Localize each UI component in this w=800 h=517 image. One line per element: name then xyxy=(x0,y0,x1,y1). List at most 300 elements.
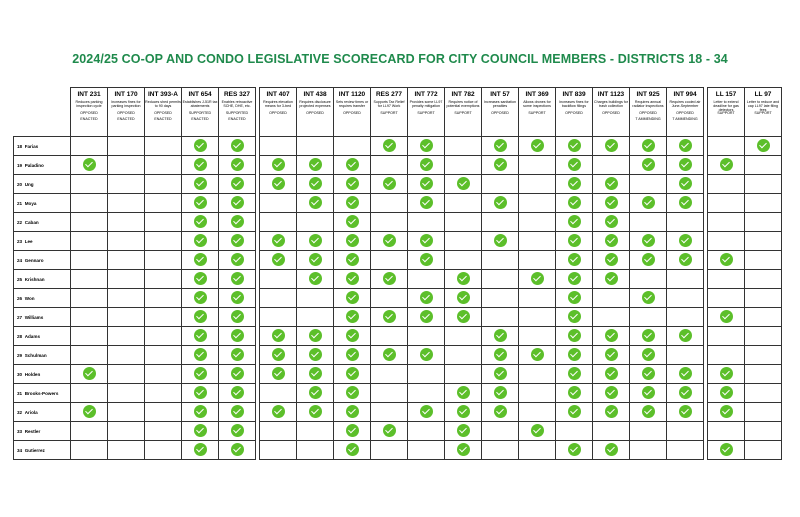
check-icon xyxy=(568,386,581,399)
vote-cell xyxy=(708,327,745,346)
bill-name: INT 772 xyxy=(414,91,438,98)
bill-name: INT 57 xyxy=(490,91,510,98)
check-icon xyxy=(231,272,244,285)
district-number: 25 xyxy=(17,276,23,282)
vote-cell xyxy=(630,365,667,384)
district-number: 27 xyxy=(17,314,23,320)
vote-cell xyxy=(71,384,108,403)
vote-cell xyxy=(371,327,408,346)
member-cell xyxy=(14,308,71,327)
vote-cell xyxy=(145,346,182,365)
vote-cell xyxy=(145,175,182,194)
vote-cell xyxy=(745,308,782,327)
check-icon xyxy=(231,424,244,437)
vote-cell xyxy=(108,251,145,270)
vote-cell xyxy=(556,441,593,460)
vote-cell xyxy=(297,403,334,422)
vote-cell xyxy=(745,156,782,175)
corner-cell xyxy=(14,88,71,137)
table-row xyxy=(14,156,782,175)
vote-cell xyxy=(371,384,408,403)
vote-cell xyxy=(71,327,108,346)
bill-column-header xyxy=(260,88,297,137)
check-icon xyxy=(494,367,507,380)
check-icon xyxy=(568,253,581,266)
bill-position: OPPOSED xyxy=(676,111,694,115)
check-icon xyxy=(568,367,581,380)
bill-column-header xyxy=(745,88,782,137)
bill-name: INT 170 xyxy=(114,91,138,98)
check-icon xyxy=(642,139,655,152)
vote-cell xyxy=(708,251,745,270)
check-icon xyxy=(642,234,655,247)
bill-column-header xyxy=(445,88,482,137)
member-name: Won xyxy=(24,295,35,301)
vote-cell xyxy=(182,422,219,441)
vote-cell xyxy=(145,213,182,232)
member-name: Gutierrez xyxy=(24,447,45,453)
vote-cell xyxy=(482,156,519,175)
check-icon xyxy=(309,348,322,361)
vote-cell xyxy=(182,251,219,270)
member-cell xyxy=(14,232,71,251)
check-icon xyxy=(231,405,244,418)
bill-name: INT 369 xyxy=(525,91,549,98)
vote-cell xyxy=(445,384,482,403)
check-icon xyxy=(346,253,359,266)
bill-column-header xyxy=(708,88,745,137)
vote-cell xyxy=(708,156,745,175)
check-icon xyxy=(494,386,507,399)
check-icon xyxy=(568,196,581,209)
vote-cell xyxy=(667,289,704,308)
table-row xyxy=(14,175,782,194)
vote-cell xyxy=(371,403,408,422)
member-name: Schulman xyxy=(24,352,47,358)
district-number: 20 xyxy=(17,181,23,187)
check-icon xyxy=(420,291,433,304)
vote-cell xyxy=(219,213,256,232)
member-name: Adams xyxy=(24,333,41,339)
check-icon xyxy=(457,272,470,285)
vote-cell xyxy=(593,422,630,441)
district-number: 29 xyxy=(17,352,23,358)
vote-cell xyxy=(145,289,182,308)
vote-cell xyxy=(297,175,334,194)
check-icon xyxy=(309,253,322,266)
vote-cell xyxy=(593,251,630,270)
check-icon xyxy=(194,329,207,342)
check-icon xyxy=(494,329,507,342)
bill-name: INT 839 xyxy=(562,91,586,98)
vote-cell xyxy=(708,289,745,308)
vote-cell xyxy=(334,441,371,460)
vote-cell xyxy=(408,289,445,308)
check-icon xyxy=(605,386,618,399)
vote-cell xyxy=(745,213,782,232)
vote-cell xyxy=(334,308,371,327)
bill-column-header xyxy=(71,88,108,137)
vote-cell xyxy=(667,327,704,346)
check-icon xyxy=(231,234,244,247)
vote-cell xyxy=(482,441,519,460)
vote-cell xyxy=(519,308,556,327)
table-row xyxy=(14,270,782,289)
bill-status: ENACTED xyxy=(80,117,98,121)
check-icon xyxy=(309,386,322,399)
member-cell xyxy=(14,137,71,156)
member-name: Brooks-Powers xyxy=(24,390,59,396)
check-icon xyxy=(383,234,396,247)
vote-cell xyxy=(445,194,482,213)
vote-cell xyxy=(297,441,334,460)
bill-description: Allows drones for some inspections xyxy=(523,100,551,109)
check-icon xyxy=(420,234,433,247)
bill-status: ENACTED xyxy=(154,117,172,121)
vote-cell xyxy=(708,403,745,422)
check-icon xyxy=(494,348,507,361)
bill-position: OPPOSED xyxy=(154,111,172,115)
check-icon xyxy=(720,405,733,418)
vote-cell xyxy=(334,327,371,346)
bill-position: SUPPORTED xyxy=(188,111,212,115)
check-icon xyxy=(720,386,733,399)
vote-cell xyxy=(71,289,108,308)
bill-description: Enables retroactive SCHE, DHE, etc. xyxy=(221,100,253,109)
check-icon xyxy=(568,329,581,342)
vote-cell xyxy=(71,403,108,422)
check-icon xyxy=(309,234,322,247)
vote-cell xyxy=(482,194,519,213)
vote-cell xyxy=(408,422,445,441)
vote-cell xyxy=(593,346,630,365)
vote-cell xyxy=(519,194,556,213)
table-row xyxy=(14,403,782,422)
check-icon xyxy=(679,386,692,399)
check-icon xyxy=(83,367,96,380)
member-cell xyxy=(14,289,71,308)
vote-cell xyxy=(219,403,256,422)
vote-cell xyxy=(630,384,667,403)
check-icon xyxy=(346,291,359,304)
check-icon xyxy=(309,329,322,342)
check-icon xyxy=(346,272,359,285)
check-icon xyxy=(272,405,285,418)
check-icon xyxy=(346,443,359,456)
vote-cell xyxy=(108,384,145,403)
vote-cell xyxy=(108,327,145,346)
check-icon xyxy=(757,139,770,152)
vote-cell xyxy=(519,156,556,175)
vote-cell xyxy=(219,156,256,175)
bill-description: Requires disclosure projected expenses xyxy=(299,100,331,109)
check-icon xyxy=(231,158,244,171)
vote-cell xyxy=(519,441,556,460)
vote-cell xyxy=(260,175,297,194)
vote-cell xyxy=(630,137,667,156)
bill-description: Requires annual radiator inspections xyxy=(632,100,664,109)
vote-cell xyxy=(593,156,630,175)
check-icon xyxy=(194,386,207,399)
check-icon xyxy=(720,158,733,171)
member-name: Ariola xyxy=(24,409,38,415)
table-row xyxy=(14,251,782,270)
member-name: Paladino xyxy=(24,162,44,168)
vote-cell xyxy=(260,384,297,403)
vote-cell xyxy=(593,403,630,422)
vote-cell xyxy=(408,270,445,289)
vote-cell xyxy=(219,365,256,384)
check-icon xyxy=(494,234,507,247)
vote-cell xyxy=(182,403,219,422)
vote-cell xyxy=(445,365,482,384)
vote-cell xyxy=(371,232,408,251)
check-icon xyxy=(494,158,507,171)
vote-cell xyxy=(482,308,519,327)
bill-description: Letter to extend deadline for gas detectors xyxy=(713,100,739,113)
vote-cell xyxy=(745,403,782,422)
member-cell xyxy=(14,175,71,194)
vote-cell xyxy=(145,441,182,460)
table-row xyxy=(14,327,782,346)
vote-cell xyxy=(708,194,745,213)
bill-position: OPPOSED xyxy=(565,111,583,115)
vote-cell xyxy=(519,403,556,422)
table-row xyxy=(14,194,782,213)
check-icon xyxy=(494,405,507,418)
check-icon xyxy=(83,158,96,171)
bill-status: ENACTED xyxy=(191,117,209,121)
vote-cell xyxy=(371,213,408,232)
vote-cell xyxy=(71,270,108,289)
bill-status: ENACTED xyxy=(117,117,135,121)
vote-cell xyxy=(593,137,630,156)
check-icon xyxy=(605,405,618,418)
vote-cell xyxy=(297,232,334,251)
check-icon xyxy=(679,405,692,418)
vote-cell xyxy=(630,422,667,441)
vote-cell xyxy=(482,289,519,308)
vote-cell xyxy=(145,251,182,270)
vote-cell xyxy=(260,270,297,289)
vote-cell xyxy=(556,422,593,441)
vote-cell xyxy=(445,137,482,156)
member-cell xyxy=(14,156,71,175)
vote-cell xyxy=(182,441,219,460)
district-number: 33 xyxy=(17,428,23,434)
vote-cell xyxy=(482,403,519,422)
vote-cell xyxy=(667,232,704,251)
check-icon xyxy=(194,177,207,190)
vote-cell xyxy=(260,213,297,232)
bill-description: Requires notice of potential exemptions xyxy=(446,100,480,109)
check-icon xyxy=(272,253,285,266)
vote-cell xyxy=(108,403,145,422)
member-name: Restler xyxy=(24,428,41,434)
vote-cell xyxy=(334,403,371,422)
vote-cell xyxy=(260,308,297,327)
check-icon xyxy=(605,367,618,380)
check-icon xyxy=(605,329,618,342)
bill-position: OPPOSED xyxy=(269,111,287,115)
check-icon xyxy=(568,405,581,418)
check-icon xyxy=(231,386,244,399)
check-icon xyxy=(194,196,207,209)
vote-cell xyxy=(708,384,745,403)
vote-cell xyxy=(260,194,297,213)
vote-cell xyxy=(219,327,256,346)
check-icon xyxy=(720,253,733,266)
check-icon xyxy=(679,329,692,342)
vote-cell xyxy=(297,137,334,156)
vote-cell xyxy=(408,441,445,460)
check-icon xyxy=(605,272,618,285)
check-icon xyxy=(457,443,470,456)
vote-cell xyxy=(445,403,482,422)
vote-cell xyxy=(556,346,593,365)
vote-cell xyxy=(108,346,145,365)
vote-cell xyxy=(71,194,108,213)
vote-cell xyxy=(745,175,782,194)
check-icon xyxy=(531,424,544,437)
district-number: 23 xyxy=(17,238,23,244)
check-icon xyxy=(383,272,396,285)
vote-cell xyxy=(108,365,145,384)
vote-cell xyxy=(745,251,782,270)
bill-position: OPPOSED xyxy=(343,111,361,115)
check-icon xyxy=(309,177,322,190)
vote-cell xyxy=(593,327,630,346)
district-number: 19 xyxy=(17,162,23,168)
check-icon xyxy=(457,405,470,418)
check-icon xyxy=(420,158,433,171)
bill-description: Establishes J-51R tax abatements xyxy=(182,100,218,109)
check-icon xyxy=(720,310,733,323)
vote-cell xyxy=(667,251,704,270)
check-icon xyxy=(383,139,396,152)
vote-cell xyxy=(371,251,408,270)
vote-cell xyxy=(260,365,297,384)
vote-cell xyxy=(219,289,256,308)
vote-cell xyxy=(297,422,334,441)
district-number: 31 xyxy=(17,390,23,396)
vote-cell xyxy=(593,289,630,308)
check-icon xyxy=(194,272,207,285)
vote-cell xyxy=(445,270,482,289)
table-row xyxy=(14,384,782,403)
vote-cell xyxy=(260,251,297,270)
check-icon xyxy=(494,139,507,152)
bill-status: T AMMENDING xyxy=(635,117,661,121)
bill-name: INT 654 xyxy=(188,91,212,98)
member-cell xyxy=(14,422,71,441)
check-icon xyxy=(231,196,244,209)
member-name: Gennaro xyxy=(24,257,44,263)
vote-cell xyxy=(145,308,182,327)
bill-name: INT 1120 xyxy=(338,91,366,98)
vote-cell xyxy=(108,156,145,175)
check-icon xyxy=(605,139,618,152)
vote-cell xyxy=(482,137,519,156)
vote-cell xyxy=(556,384,593,403)
check-icon xyxy=(194,139,207,152)
vote-cell xyxy=(745,137,782,156)
bill-position: SUPPORTED xyxy=(225,111,249,115)
table-row xyxy=(14,137,782,156)
vote-cell xyxy=(297,308,334,327)
vote-cell xyxy=(145,156,182,175)
vote-cell xyxy=(182,346,219,365)
vote-cell xyxy=(297,365,334,384)
vote-cell xyxy=(556,213,593,232)
check-icon xyxy=(720,367,733,380)
vote-cell xyxy=(219,346,256,365)
vote-cell xyxy=(371,137,408,156)
check-icon xyxy=(531,348,544,361)
vote-cell xyxy=(260,441,297,460)
vote-cell xyxy=(71,156,108,175)
member-cell xyxy=(14,270,71,289)
check-icon xyxy=(346,177,359,190)
district-number: 22 xyxy=(17,219,23,225)
vote-cell xyxy=(219,270,256,289)
vote-cell xyxy=(371,365,408,384)
vote-cell xyxy=(630,194,667,213)
bill-position: SUPPORT xyxy=(380,111,398,115)
vote-cell xyxy=(219,422,256,441)
vote-cell xyxy=(182,270,219,289)
bill-position: SUPPORT xyxy=(717,111,735,115)
check-icon xyxy=(605,215,618,228)
vote-cell xyxy=(708,308,745,327)
vote-cell xyxy=(556,137,593,156)
check-icon xyxy=(642,367,655,380)
vote-cell xyxy=(108,232,145,251)
vote-cell xyxy=(556,175,593,194)
check-icon xyxy=(568,291,581,304)
vote-cell xyxy=(297,327,334,346)
check-icon xyxy=(679,234,692,247)
vote-cell xyxy=(182,194,219,213)
check-icon xyxy=(720,443,733,456)
vote-cell xyxy=(519,232,556,251)
vote-cell xyxy=(630,175,667,194)
vote-cell xyxy=(182,156,219,175)
vote-cell xyxy=(519,422,556,441)
check-icon xyxy=(642,196,655,209)
check-icon xyxy=(272,177,285,190)
member-cell xyxy=(14,403,71,422)
vote-cell xyxy=(708,422,745,441)
vote-cell xyxy=(630,346,667,365)
bill-position: OPPOSED xyxy=(602,111,620,115)
vote-cell xyxy=(482,327,519,346)
district-number: 26 xyxy=(17,295,23,301)
vote-cell xyxy=(556,403,593,422)
table-row xyxy=(14,422,782,441)
check-icon xyxy=(194,443,207,456)
check-icon xyxy=(346,215,359,228)
member-cell xyxy=(14,346,71,365)
vote-cell xyxy=(667,403,704,422)
vote-cell xyxy=(630,251,667,270)
check-icon xyxy=(346,234,359,247)
vote-cell xyxy=(593,384,630,403)
vote-cell xyxy=(182,308,219,327)
vote-cell xyxy=(71,346,108,365)
check-icon xyxy=(642,348,655,361)
check-icon xyxy=(346,196,359,209)
